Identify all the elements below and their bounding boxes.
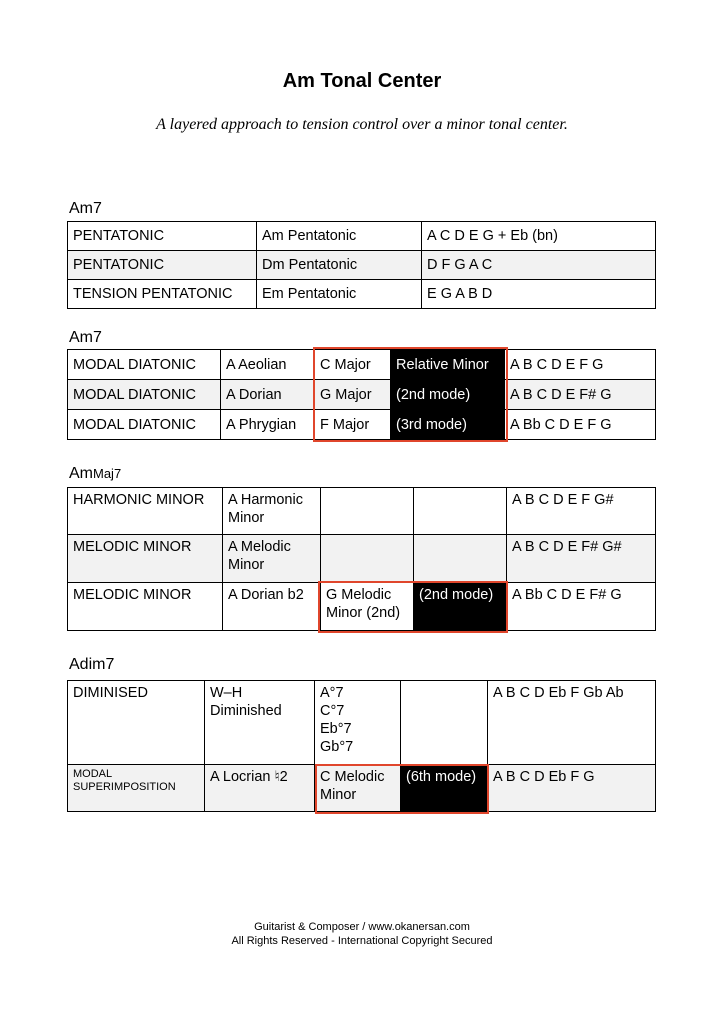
- table-cell: [401, 681, 488, 765]
- table-cell: MODAL DIATONIC: [68, 380, 221, 410]
- table-cell: A B C D E F G: [505, 350, 656, 380]
- section-label-am7-modal: Am7: [69, 329, 102, 346]
- table-cell: MODAL DIATONIC: [68, 350, 221, 380]
- chord-item: Gb°7: [320, 739, 354, 755]
- section-label-main: Am: [69, 465, 93, 482]
- table-cell: A Bb C D E F G: [505, 410, 656, 440]
- table-cell: A Aeolian: [221, 350, 315, 380]
- table-cell: Dm Pentatonic: [257, 251, 422, 280]
- table-cell: A Phrygian: [221, 410, 315, 440]
- table-cell: (6th mode): [401, 765, 488, 812]
- table-cell: MODAL SUPERIMPOSITION: [68, 765, 205, 812]
- table-cell: A Locrian ♮2: [205, 765, 315, 812]
- table-cell: C Melodic Minor: [315, 765, 401, 812]
- table-cell: A Bb C D E F# G: [507, 583, 656, 631]
- table-cell: [414, 535, 507, 583]
- table-cell: A Harmonic Minor: [223, 488, 321, 535]
- table-cell: G Major: [315, 380, 391, 410]
- table-cell: Relative Minor: [391, 350, 505, 380]
- chord-item: Eb°7: [320, 721, 352, 737]
- chord-list-cell: [315, 681, 401, 765]
- table-cell: (2nd mode): [414, 583, 507, 631]
- melodic-minor-table: [67, 487, 656, 631]
- table-cell: [321, 488, 414, 535]
- table-cell: MELODIC MINOR: [68, 583, 223, 631]
- table-cell: DIMINISED: [68, 681, 205, 765]
- table-cell: W–H Diminished: [205, 681, 315, 765]
- table-cell: [321, 535, 414, 583]
- table-cell: A B C D Eb F Gb Ab: [488, 681, 656, 765]
- table-cell: PENTATONIC: [68, 222, 257, 251]
- modal-diatonic-table: [67, 349, 656, 440]
- table-cell: F Major: [315, 410, 391, 440]
- table-cell: A B C D E F# G: [505, 380, 656, 410]
- table-cell: (3rd mode): [391, 410, 505, 440]
- table-cell: A Dorian b2: [223, 583, 321, 631]
- table-cell: HARMONIC MINOR: [68, 488, 223, 535]
- table-cell: Am Pentatonic: [257, 222, 422, 251]
- page-title: Am Tonal Center: [282, 70, 442, 92]
- chord-item: A°7: [320, 685, 344, 701]
- footer-credit: Guitarist & Composer / www.okanersan.com: [254, 921, 470, 933]
- section-label-suffix: Maj7: [93, 466, 122, 481]
- chord-item: C°7: [320, 703, 345, 719]
- table-cell: A B C D E F# G#: [507, 535, 656, 583]
- table-cell: TENSION PENTATONIC: [68, 280, 257, 309]
- table-cell: A B C D E F G#: [507, 488, 656, 535]
- table-cell: MELODIC MINOR: [68, 535, 223, 583]
- table-cell: D F G A C: [422, 251, 656, 280]
- table-cell: C Major: [315, 350, 391, 380]
- footer-copyright: All Rights Reserved - International Copyright Secured: [231, 935, 493, 947]
- page-subtitle: A layered approach to tension control over a minor tonal center.: [156, 116, 568, 133]
- table-cell: A Dorian: [221, 380, 315, 410]
- table-cell: A Melodic Minor: [223, 535, 321, 583]
- table-cell: A C D E G + Eb (bn): [422, 222, 656, 251]
- table-cell: Em Pentatonic: [257, 280, 422, 309]
- table-cell: [414, 488, 507, 535]
- section-label-am7-pentatonic: Am7: [69, 200, 102, 217]
- section-label-adim7: Adim7: [69, 656, 115, 673]
- diminished-table: [67, 680, 656, 812]
- section-label-ammaj7: [69, 465, 121, 483]
- table-cell: E G A B D: [422, 280, 656, 309]
- table-cell: PENTATONIC: [68, 251, 257, 280]
- table-cell: MODAL DIATONIC: [68, 410, 221, 440]
- pentatonic-table: [67, 221, 656, 309]
- table-cell: A B C D Eb F G: [488, 765, 656, 812]
- table-cell: (2nd mode): [391, 380, 505, 410]
- table-cell: G Melodic Minor (2nd): [321, 583, 414, 631]
